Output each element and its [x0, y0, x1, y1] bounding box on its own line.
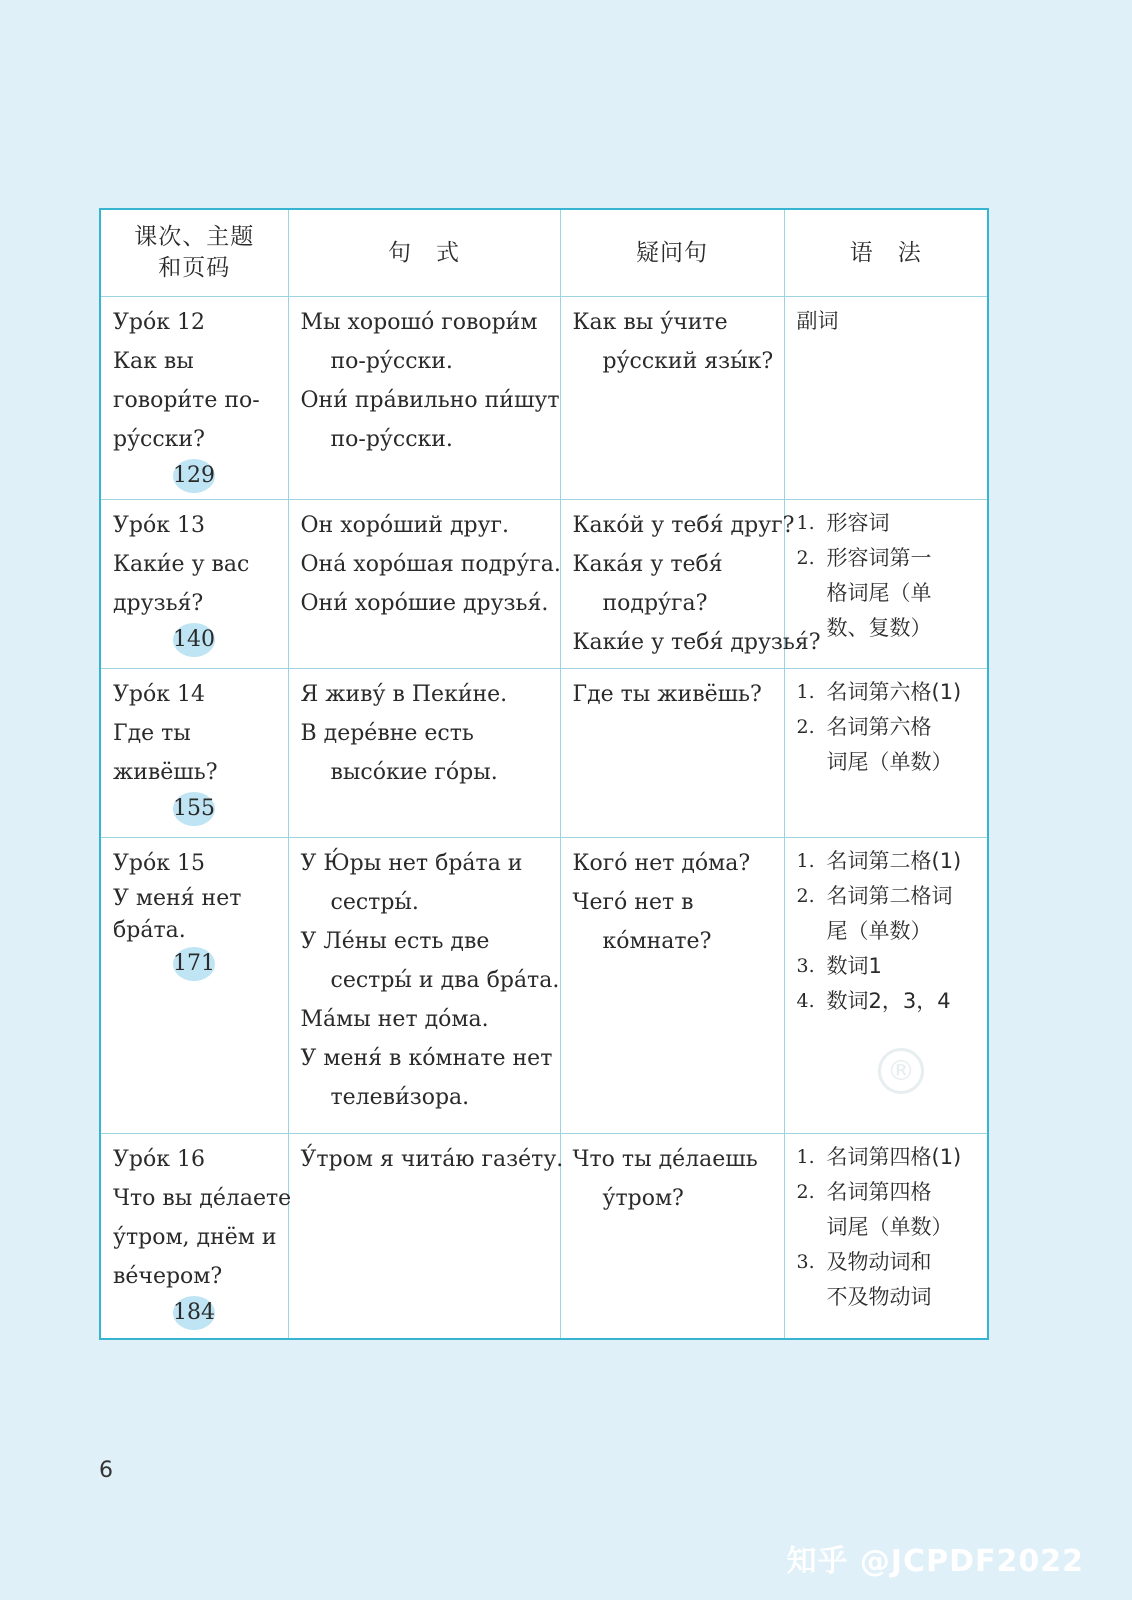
pattern-line: У Ле́ны есть две — [300, 929, 490, 954]
grammar-item — [797, 506, 982, 541]
lesson-title-line: говори́те по- — [113, 388, 260, 413]
grammar-item-text: 形容词 — [826, 511, 890, 535]
lesson-page-badge: 184 — [173, 1296, 215, 1330]
pattern-line: высо́кие го́ры. — [330, 760, 498, 785]
table-row — [100, 297, 988, 500]
grammar-item-text: 名词第四格 词尾（单数） — [826, 1180, 953, 1239]
grammar-item-text: 名词第二格(1) — [826, 849, 962, 873]
question-line: Кака́я у тебя́ — [572, 552, 723, 577]
grammar-item — [797, 844, 982, 879]
grammar-item — [797, 984, 982, 1019]
lesson-page-badge: 171 — [173, 947, 215, 981]
table-row — [100, 669, 988, 838]
lesson-cell — [100, 500, 288, 669]
header-row — [100, 209, 988, 297]
lesson-cell — [100, 1134, 292, 1339]
lesson-cell — [100, 669, 288, 838]
pattern-line: В дере́вне есть — [300, 721, 474, 746]
question-line: подру́га? — [602, 591, 708, 616]
lesson-title-line: Что вы де́лаете — [113, 1186, 292, 1211]
question-line: Каки́е у тебя́ друзья́? — [572, 630, 821, 655]
grammar-item — [797, 675, 982, 710]
grammar-item-number: 4. — [796, 990, 815, 1012]
grammar-item-text: 及物动词和 不及物动词 — [826, 1250, 932, 1309]
header-grammar: 语 法 — [784, 209, 988, 297]
grammar-item — [797, 879, 982, 949]
pattern-cell — [288, 1134, 564, 1339]
header-patterns: 句 式 — [288, 209, 560, 297]
lesson-title-line: Где ты — [113, 721, 191, 746]
lesson-title-line: живёшь? — [113, 760, 218, 785]
grammar-item-number: 3. — [796, 955, 815, 977]
grammar-item-number: 1. — [796, 512, 815, 534]
grammar-item-number: 1. — [796, 850, 815, 872]
question-cell — [560, 297, 784, 500]
grammar-item — [797, 1140, 982, 1175]
pattern-cell — [288, 297, 560, 500]
header-lesson-line1: 课次、主题 — [134, 224, 255, 250]
question-line: Кого́ нет до́ма? — [572, 851, 751, 876]
question-cell — [560, 838, 784, 1134]
lesson-cell — [100, 297, 288, 500]
table-row — [100, 838, 988, 1134]
lesson-title-line: друзья́? — [113, 591, 204, 616]
grammar-item — [797, 710, 982, 780]
grammar-topic: 副词 — [796, 309, 839, 333]
grammar-item-number: 3. — [796, 1251, 815, 1273]
lesson-number: Уро́к 13 — [113, 513, 205, 538]
pattern-line: Они́ хоро́шие друзья́. — [300, 591, 549, 616]
lesson-number: Уро́к 12 — [113, 310, 205, 335]
pattern-line: телеви́зора. — [330, 1085, 470, 1110]
grammar-item-number: 2. — [796, 1181, 815, 1203]
question-line: у́тром? — [602, 1186, 684, 1211]
grammar-item-text: 数词1 — [826, 954, 882, 978]
grammar-item — [797, 949, 982, 984]
grammar-item-number: 2. — [796, 547, 815, 569]
lesson-title-line: ве́чером? — [113, 1264, 223, 1289]
grammar-cell — [784, 297, 988, 500]
lesson-number: Уро́к 15 — [113, 851, 205, 876]
grammar-item-text: 名词第二格词 尾（单数） — [826, 884, 953, 943]
question-line: ру́сский язы́к? — [602, 349, 774, 374]
grammar-cell — [784, 1134, 988, 1339]
pattern-line: Они́ пра́вильно пи́шут — [300, 388, 560, 413]
lesson-title-line: ру́сски? — [113, 427, 205, 452]
grammar-item — [797, 541, 982, 646]
question-cell — [560, 500, 821, 669]
grammar-item-number: 2. — [796, 885, 815, 907]
pattern-line: сестры́. — [330, 890, 419, 915]
lesson-page-badge: 140 — [173, 623, 215, 657]
grammar-item-number: 2. — [796, 716, 815, 738]
grammar-cell — [784, 500, 988, 669]
pattern-line: Ма́мы нет до́ма. — [300, 1007, 489, 1032]
lesson-number: Уро́к 14 — [113, 682, 205, 707]
header-questions: 疑问句 — [560, 209, 784, 297]
grammar-item-text: 名词第四格(1) — [826, 1145, 962, 1169]
question-line: Како́й у тебя́ друг? — [572, 513, 795, 538]
lesson-title-line: Как вы — [113, 349, 194, 374]
question-line: Что ты де́лаешь — [572, 1147, 758, 1172]
pattern-line: У меня́ в ко́мнате нет — [300, 1046, 553, 1071]
question-cell — [560, 1134, 784, 1339]
page-number: 6 — [99, 1458, 113, 1483]
watermark: 知乎 @JCPDF2022 — [786, 1544, 1084, 1579]
lesson-title-line: у́тром, днём и — [113, 1225, 277, 1250]
lesson-title-line: бра́та. — [113, 918, 186, 943]
lesson-page-badge: 129 — [173, 459, 215, 493]
pattern-line: У Ю́ры нет бра́та и — [300, 851, 523, 876]
registered-mark: ® — [878, 1048, 924, 1094]
contents-table — [99, 208, 989, 1340]
table-row — [100, 1134, 988, 1339]
pattern-line: У́тром я чита́ю газе́ту. — [300, 1147, 564, 1172]
grammar-item-text: 名词第六格 词尾（单数） — [826, 715, 953, 774]
grammar-item — [797, 1175, 982, 1245]
pattern-cell — [288, 500, 560, 669]
table-body — [100, 297, 988, 1339]
header-lesson-line2: 和页码 — [158, 255, 231, 281]
header-lesson — [100, 209, 288, 297]
pattern-line: Она́ хоро́шая подру́га. — [300, 552, 561, 577]
grammar-item-number: 1. — [796, 681, 815, 703]
pattern-line: Я живу́ в Пеки́не. — [300, 682, 508, 707]
pattern-line: по-ру́сски. — [330, 349, 453, 374]
grammar-item-text: 名词第六格(1) — [826, 680, 962, 704]
grammar-item-text: 形容词第一 格词尾（单 数、复数） — [826, 546, 932, 640]
question-line: ко́мнате? — [602, 929, 712, 954]
pattern-line: по-ру́сски. — [330, 427, 453, 452]
pattern-line: Мы хорошо́ говори́м — [300, 310, 538, 335]
question-cell — [560, 669, 784, 838]
pattern-cell — [288, 838, 560, 1134]
lesson-title-line: Каки́е у вас — [113, 552, 250, 577]
grammar-item-number: 1. — [796, 1146, 815, 1168]
lesson-cell — [100, 838, 288, 1134]
lesson-page-badge: 155 — [173, 792, 215, 826]
grammar-item — [797, 1245, 982, 1315]
question-line: Как вы у́чите — [572, 310, 728, 335]
grammar-item-text: 数词2，3，4 — [826, 989, 951, 1013]
lesson-number: Уро́к 16 — [113, 1147, 205, 1172]
grammar-cell — [784, 669, 988, 838]
question-line: Где ты живёшь? — [572, 682, 762, 707]
pattern-line: сестры́ и два бра́та. — [330, 968, 560, 993]
table-row — [100, 500, 988, 669]
lesson-title-line: У меня́ нет — [113, 886, 242, 911]
pattern-cell — [288, 669, 560, 838]
pattern-line: Он хоро́ший друг. — [300, 513, 510, 538]
question-line: Чего́ нет в — [572, 890, 694, 915]
